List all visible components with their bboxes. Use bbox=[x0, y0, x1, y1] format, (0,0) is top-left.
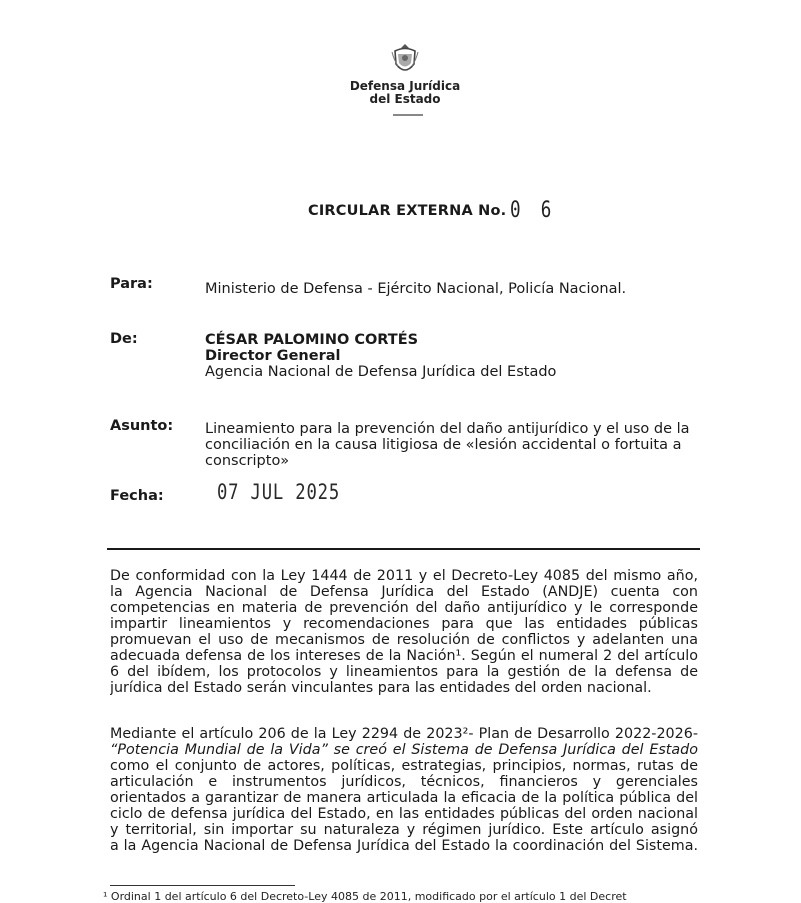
sender-organization: Agencia Nacional de Defensa Jurídica del Estado bbox=[205, 364, 557, 380]
paragraph-line: ciclo de defensa jurídica del Estado, en las entidades públicas del orden nacional bbox=[110, 806, 698, 822]
paragraph-line: “Potencia Mundial de la Vida” se creó el Sistema de Defensa Jurídica del Estado bbox=[110, 742, 698, 758]
body-paragraph-2 bbox=[110, 726, 698, 854]
circular-number: 0 6 bbox=[510, 198, 557, 223]
asunto-line: conciliación en la causa litigiosa de «lesión accidental o fortuita a bbox=[205, 437, 682, 453]
paragraph-line: y territorial, sin importar su naturaleza y régimen jurídico. Este artículo asignó bbox=[110, 822, 698, 838]
body-paragraph-1 bbox=[110, 568, 698, 696]
paragraph-line: articulación e instrumentos jurídicos, técnicos, financieros y gerenciales bbox=[110, 774, 698, 790]
asunto-value bbox=[205, 421, 700, 469]
de-label: De: bbox=[110, 331, 138, 347]
paragraph-line: promuevan el uso de mecanismos de resolución de conflictos y adelanten una bbox=[110, 632, 698, 648]
paragraph-line: impartir lineamientos y recomendaciones para que las entidades públicas bbox=[110, 616, 698, 632]
paragraph-line: 6 del ibídem, los protocolos y lineamientos para la gestión de la defensa de bbox=[110, 664, 698, 680]
organization-logo-text bbox=[330, 80, 480, 106]
sender-name: CÉSAR PALOMINO CORTÉS bbox=[205, 332, 419, 348]
logo-underline bbox=[393, 114, 423, 116]
coat-of-arms-icon bbox=[390, 42, 420, 78]
paragraph-line: a la Agencia Nacional de Defensa Jurídica del Estado la coordinación del Sistema. bbox=[110, 838, 698, 854]
para-value: Ministerio de Defensa - Ejército Nacional, Policía Nacional. bbox=[205, 281, 627, 297]
paragraph-line: adecuada defensa de los intereses de la Nación¹. Según el numeral 2 del artículo bbox=[110, 648, 698, 664]
asunto-line: Lineamiento para la prevención del daño antijurídico y el uso de la bbox=[205, 421, 690, 437]
para-label: Para: bbox=[110, 276, 153, 292]
sender-role: Director General bbox=[205, 348, 341, 364]
de-block bbox=[205, 332, 556, 380]
footnote-1: ¹ Ordinal 1 del artículo 6 del Decreto-Ley 4085 de 2011, modificado por el artículo 1 del Decret bbox=[103, 890, 627, 903]
fecha-stamp: 07 JUL 2025 bbox=[217, 480, 341, 504]
circular-title: CIRCULAR EXTERNA No. bbox=[308, 203, 507, 219]
org-line-1: Defensa Jurídica bbox=[349, 79, 461, 93]
paragraph-line: jurídica del Estado serán vinculantes para las entidades del orden nacional. bbox=[110, 680, 652, 696]
asunto-label: Asunto: bbox=[110, 418, 174, 434]
paragraph-line: orientados a garantizar de manera articulada la eficacia de la política pública del bbox=[110, 790, 698, 806]
asunto-line: conscripto» bbox=[205, 453, 290, 469]
paragraph-line: la Agencia Nacional de Defensa Jurídica del Estado (ANDJE) cuenta con bbox=[110, 584, 698, 600]
paragraph-line: como el conjunto de actores, políticas, estrategias, principios, normas, rutas de bbox=[110, 758, 698, 774]
paragraph-line: Mediante el artículo 206 de la Ley 2294 de 2023²- Plan de Desarrollo 2022-2026- bbox=[110, 726, 698, 742]
paragraph-line: competencias en materia de prevención del daño antijurídico y le corresponde bbox=[110, 600, 698, 616]
section-divider bbox=[107, 548, 700, 550]
fecha-label: Fecha: bbox=[110, 488, 164, 504]
org-line-2: del Estado bbox=[369, 92, 441, 106]
footnote-separator bbox=[110, 885, 295, 886]
paragraph-line: De conformidad con la Ley 1444 de 2011 y el Decreto-Ley 4085 del mismo año, bbox=[110, 568, 698, 584]
